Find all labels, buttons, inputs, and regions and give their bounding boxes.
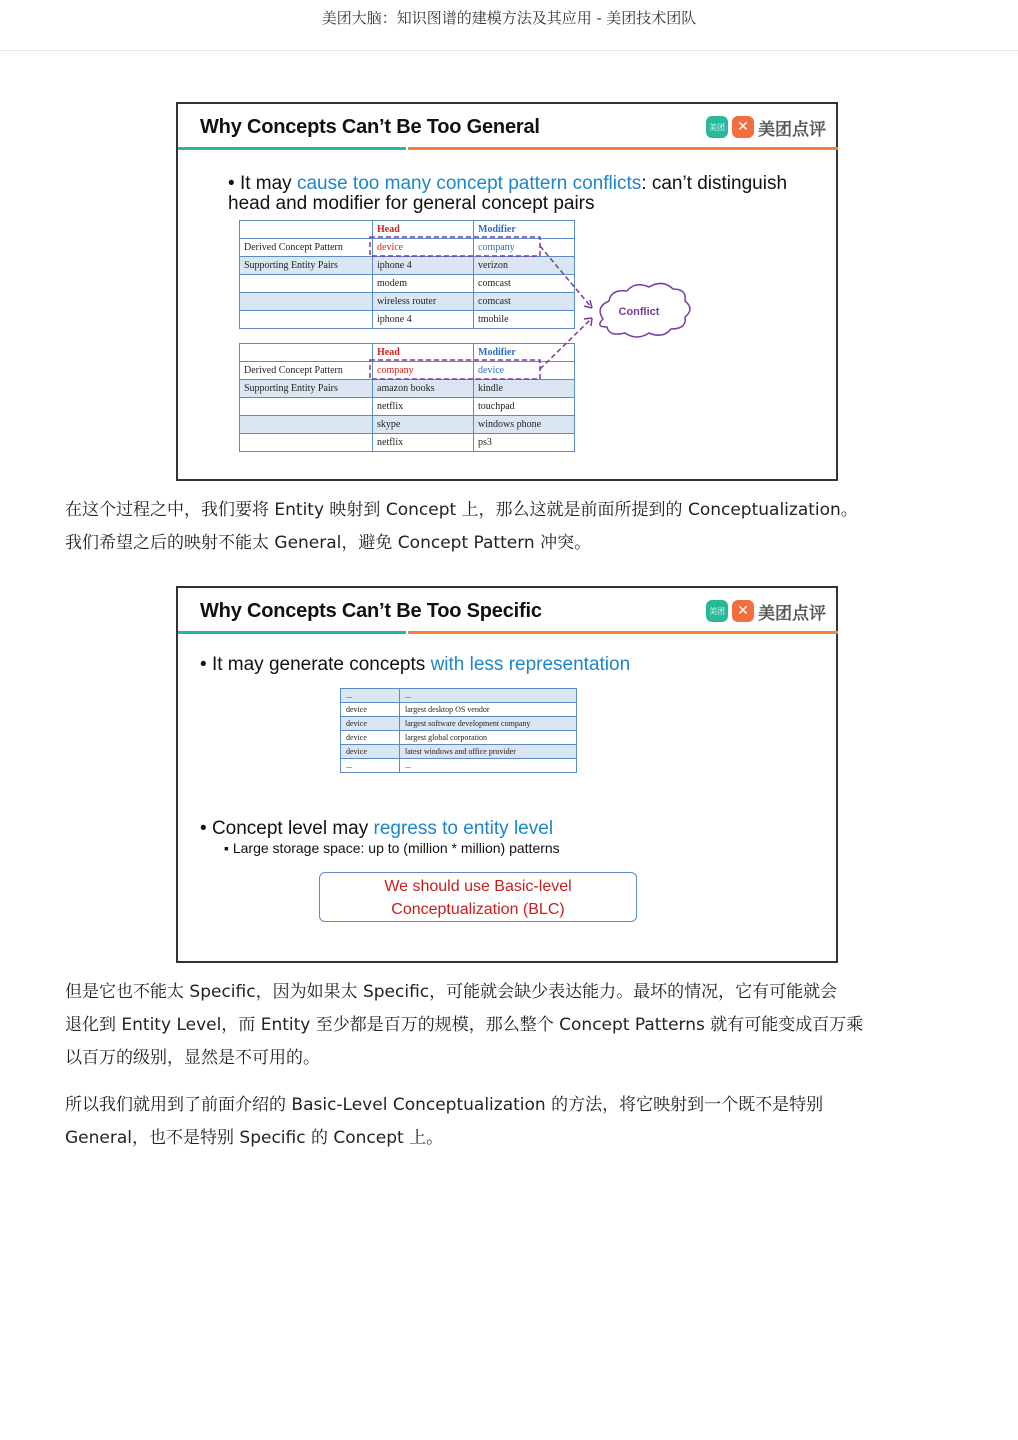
slide-too-general xyxy=(176,102,838,481)
title-underline-teal xyxy=(178,631,406,634)
table-row xyxy=(341,745,577,759)
table-cell: netflix xyxy=(373,434,474,452)
table-cell: wireless router xyxy=(373,293,474,311)
table-cell: iphone 4 xyxy=(373,311,474,329)
table-cell: kindle xyxy=(474,380,575,398)
table-cell: device xyxy=(474,362,575,380)
slide-title: Why Concepts Can’t Be Too Specific xyxy=(200,600,542,622)
table-cell: verizon xyxy=(474,257,575,275)
specific-concept-table xyxy=(340,688,577,773)
arrow-to-conflict-2 xyxy=(540,318,592,369)
table-cell: ps3 xyxy=(474,434,575,452)
table-cell: largest desktop OS vendor xyxy=(400,703,577,717)
paragraph-line: 所以我们就用到了前面介绍的 Basic-Level Conceptualization 的方法，将它映射到一个既不是特别 xyxy=(65,1095,824,1115)
bullet-text: It may generate concepts xyxy=(211,654,431,675)
paragraph-line: 在这个过程之中，我们要将 Entity 映射到 Concept 上，那么这就是前面所提到的 Conceptualization。 xyxy=(65,500,858,520)
table-cell: windows phone xyxy=(474,416,575,434)
highlight-box-1 xyxy=(370,237,540,256)
table-cell: skype xyxy=(373,416,474,434)
logo-text: 美团点评 xyxy=(758,603,826,624)
table-row xyxy=(341,731,577,745)
paragraph-3 xyxy=(65,1089,955,1155)
table-cell: touchpad xyxy=(474,398,575,416)
table-cell: device xyxy=(341,745,400,759)
bullet-regress: • Concept level may regress to entity level xyxy=(200,818,554,839)
table-cell: ... xyxy=(400,689,577,703)
paragraph-2 xyxy=(65,976,955,1075)
paragraph-line: 我们希望之后的映射不能太 General，避免 Concept Pattern 冲突。 xyxy=(65,533,592,553)
bullet-text: It may xyxy=(239,173,297,194)
table-cell: Derived Concept Pattern xyxy=(240,239,373,257)
table-cell: device xyxy=(341,717,400,731)
table-row xyxy=(341,759,577,773)
modifier-column-header: Modifier xyxy=(474,344,575,362)
table-row xyxy=(341,703,577,717)
head-column-header: Head xyxy=(373,344,474,362)
table-cell: company xyxy=(373,362,474,380)
table-cell: Supporting Entity Pairs xyxy=(240,257,373,275)
table-cell: Supporting Entity Pairs xyxy=(240,380,373,398)
table-cell: device xyxy=(341,731,400,745)
table-cell: comcast xyxy=(474,275,575,293)
table-cell: comcast xyxy=(474,293,575,311)
bullet-conflicts: • It may cause too many concept pattern conflicts: can’t distinguish head and modifier for general concept pairs xyxy=(228,173,788,214)
table-cell: netflix xyxy=(373,398,474,416)
table-row xyxy=(341,689,577,703)
blc-callout-box xyxy=(319,872,637,922)
table-cell: Derived Concept Pattern xyxy=(240,362,373,380)
meituan-badge-icon: 美团 xyxy=(706,600,728,622)
slide-title: Why Concepts Can’t Be Too General xyxy=(200,116,540,138)
table-cell: company xyxy=(474,239,575,257)
table-cell: latest windows and office provider xyxy=(400,745,577,759)
table-row xyxy=(341,717,577,731)
arrow-to-conflict-1 xyxy=(540,246,592,308)
table-cell: ... xyxy=(341,759,400,773)
table-cell: device xyxy=(341,703,400,717)
bullet-highlight: with less representation xyxy=(430,654,631,675)
head-column-header: Head xyxy=(373,221,474,239)
table-cell: tmobile xyxy=(474,311,575,329)
dianping-badge-icon: ✕ xyxy=(732,600,754,622)
bullet-highlight: regress to entity level xyxy=(373,818,554,839)
paragraph-line: 退化到 Entity Level，而 Entity 至少都是百万的规模，那么整个 Concept Patterns 就有可能变成百万乘 xyxy=(65,1015,864,1035)
sub-bullet: ▪ Large storage space: up to (million * million) patterns xyxy=(224,840,560,856)
page-header xyxy=(0,0,1018,51)
slide-too-specific xyxy=(176,586,838,963)
paragraph-1 xyxy=(65,494,955,560)
dianping-badge-icon: ✕ xyxy=(732,116,754,138)
bullet-less-representation: • It may generate concepts with less representation xyxy=(200,654,631,675)
table-cell: amazon books xyxy=(373,380,474,398)
table-cell: ... xyxy=(400,759,577,773)
meituan-dianping-logo xyxy=(706,598,826,624)
highlight-box-2 xyxy=(370,360,540,379)
title-underline-orange xyxy=(408,631,838,634)
sub-bullet-text: Large storage space: up to (million * million) patterns xyxy=(232,840,560,856)
table-cell: ... xyxy=(341,689,400,703)
callout-line: We should use Basic-level xyxy=(384,878,572,895)
table-cell: modem xyxy=(373,275,474,293)
callout-line: Conceptualization (BLC) xyxy=(391,901,565,918)
table-cell: largest software development company xyxy=(400,717,577,731)
table-cell: largest global corporation xyxy=(400,731,577,745)
paragraph-line: General，也不是特别 Specific 的 Concept 上。 xyxy=(65,1128,444,1148)
bullet-text-rest: : can’t distinguish head and modifier for general concept pairs xyxy=(228,173,788,214)
conflict-annotations xyxy=(178,104,836,479)
table-cell: iphone 4 xyxy=(373,257,474,275)
table-cell: device xyxy=(373,239,474,257)
conflict-label: Conflict xyxy=(618,306,660,318)
logo-text: 美团点评 xyxy=(758,119,826,140)
bullet-text: Concept level may xyxy=(211,818,374,839)
paragraph-line: 但是它也不能太 Specific，因为如果太 Specific，可能就会缺少表达能力。最坏的情况，它有可能就会 xyxy=(65,982,838,1002)
bullet-highlight: cause too many concept pattern conflicts xyxy=(296,173,642,194)
page-title: 美团大脑：知识图谱的建模方法及其应用 - 美团技术团队 xyxy=(321,9,697,27)
paragraph-line: 以百万的级别，显然是不可用的。 xyxy=(65,1048,320,1068)
modifier-column-header: Modifier xyxy=(474,221,575,239)
meituan-badge-icon: 美团 xyxy=(706,116,728,138)
